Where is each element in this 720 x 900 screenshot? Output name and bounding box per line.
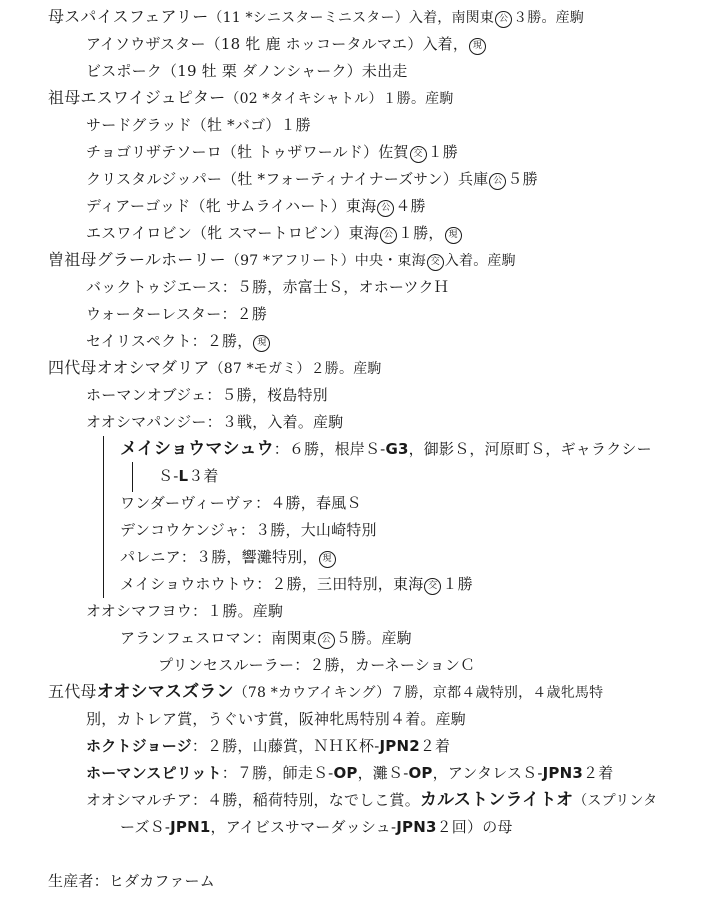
circle-mark: 公 xyxy=(377,200,394,217)
dam-line: 母スパイスフェアリー（11 *シニスターミニスター）入着，南関東 公 ３勝。産駒 xyxy=(48,7,585,26)
circle-mark: 現 xyxy=(469,38,486,55)
offspring-line: ホクトジョージ：２勝，山藤賞，ＮＨＫ杯-JPN2２着 xyxy=(86,737,451,755)
breeder-value: ヒダカファーム xyxy=(108,872,215,890)
offspring-line: セイリスペクト：２勝， 現 xyxy=(0,328,720,354)
fourth-dam-line: 四代母オオシマダリア（87 *モガミ）２勝。産駒 xyxy=(48,358,382,377)
offspring-line: アイソウザスター（18 牝 鹿 ホッコータルマエ）入着， 現 xyxy=(0,31,720,57)
offspring-line: ビスポーク（19 牡 栗 ダノンシャーク）未出走 xyxy=(86,62,408,80)
offspring-line: ホーマンスピリット：７勝，師走Ｓ-OP，灘Ｓ-OP，アンタレスＳ-JPN3２着 xyxy=(86,764,614,782)
featured-horse-line-cont: Ｓ-L３着 xyxy=(158,467,219,485)
circle-mark: 公 xyxy=(380,227,397,244)
fifth-dam-line-cont: 別，カトレア賞，うぐいす賞，阪神牝馬特別４着。産駒 xyxy=(86,710,467,728)
offspring-line: アランフェスロマン：南関東 公 ５勝。産駒 xyxy=(120,629,412,647)
circle-mark: 交 xyxy=(410,146,427,163)
breeder-line: 生産者：ヒダカファーム xyxy=(48,872,215,890)
circle-mark: 公 xyxy=(495,11,512,28)
fifth-dam-line: 五代母オオシマスズラン（78 *カウアイキング）７勝，京都４歳特別，４歳牝馬特 xyxy=(48,682,604,702)
offspring-line: オオシマフヨウ：１勝。産駒 xyxy=(86,602,284,620)
offspring-line: ディアーゴッド（牝 サムライハート）東海 公 ４勝 xyxy=(86,197,426,215)
circle-mark: 交 xyxy=(424,578,441,595)
offspring-line: プリンセスルーラー：２勝，カーネーションＣ xyxy=(158,656,476,674)
circle-mark: 交 xyxy=(427,254,444,271)
circle-mark: 現 xyxy=(253,335,270,352)
featured-horse-line: メイショウマシュウ：６勝，根岸Ｓ-G3，御影Ｓ，河原町Ｓ，ギャラクシー xyxy=(120,439,652,459)
offspring-line: ウォーターレスター：２勝 xyxy=(86,305,268,323)
offspring-line: サードグラッド（牡 *バゴ）１勝 xyxy=(86,116,311,134)
offspring-line: チョゴリザテソーロ（牡 トゥザワールド）佐賀 交 １勝 xyxy=(86,143,459,161)
offspring-line: エスワイロビン（牝 スマートロビン）東海 公 １勝， 現 xyxy=(0,220,720,246)
circle-mark: 公 xyxy=(489,173,506,190)
granddam-line: 祖母エスワイジュピター（02 *タイキシャトル）１勝。産駒 xyxy=(48,88,454,107)
offspring-line: クリスタルジッパー（牡 *フォーティナイナーズサン）兵庫 公 ５勝 xyxy=(86,170,538,188)
breeder-label: 生産者 xyxy=(48,872,94,890)
offspring-line: ワンダーヴィーヴァ：４勝，春風Ｓ xyxy=(120,494,362,512)
circle-mark: 現 xyxy=(445,227,462,244)
offspring-line: メイショウホウトウ：２勝，三田特別，東海 交 １勝 xyxy=(120,575,473,593)
great-granddam-line: 曽祖母グラールホーリー（97 *アフリート）中央・東海 交 入着。産駒 xyxy=(48,250,516,269)
circle-mark: 公 xyxy=(318,632,335,649)
offspring-line: ホーマンオブジェ：５勝，桜島特別 xyxy=(86,386,328,404)
offspring-line: バックトゥジエース：５勝，赤富士Ｓ，オホーツクＨ xyxy=(86,278,449,296)
offspring-line: オオシマパンジー：３戦，入着。産駒 xyxy=(86,413,344,431)
circle-mark: 現 xyxy=(319,551,336,568)
offspring-line-cont: ーズＳ-JPN1，アイビスサマーダッシュ-JPN3２回）の母 xyxy=(120,818,513,836)
offspring-line: パレニア：３勝，響灘特別， 現 xyxy=(0,544,720,570)
offspring-line: デンコウケンジャ：３勝，大山崎特別 xyxy=(120,521,377,539)
offspring-line: オオシマルチア：４勝，稲荷特別，なでしこ賞。カルストンライトオ（スプリンタ xyxy=(86,790,658,810)
